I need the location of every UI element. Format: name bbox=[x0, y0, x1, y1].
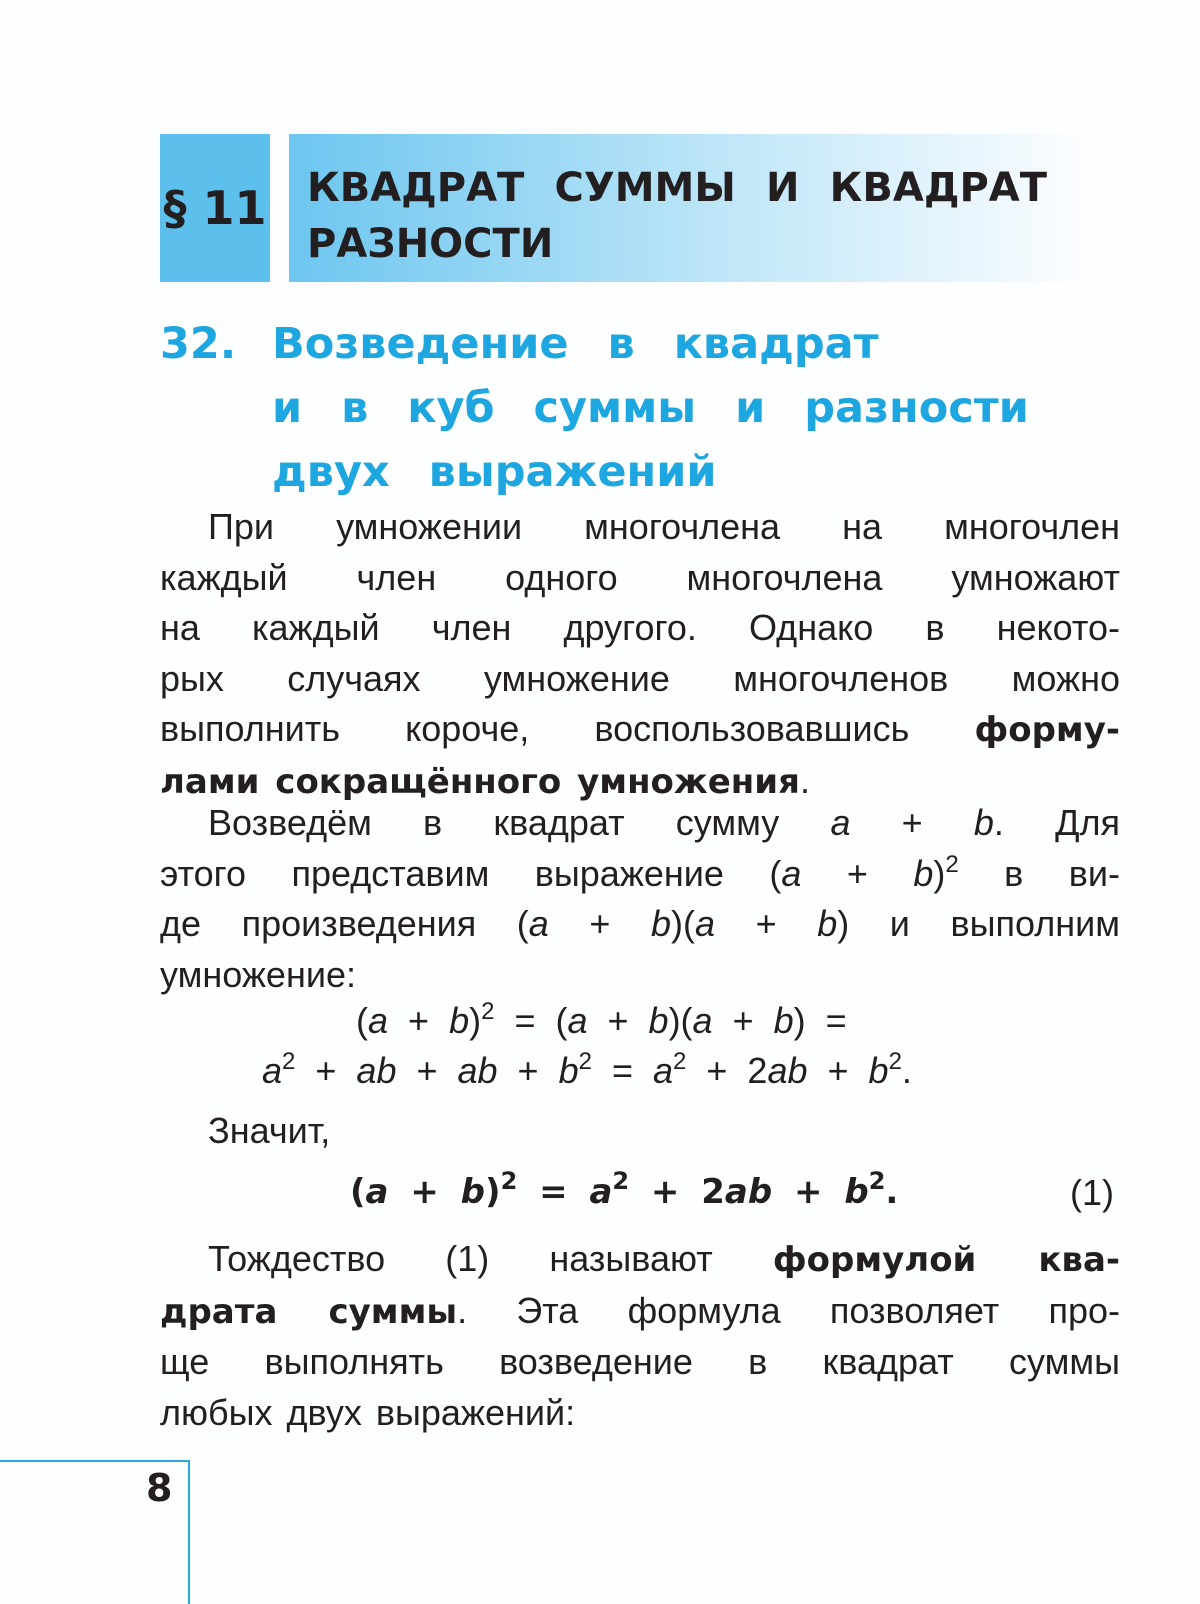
text-line: рых случаях умножение многочленов можно bbox=[160, 657, 1120, 699]
text-line: Тождество (1) называют формулой ква- bbox=[208, 1238, 1120, 1280]
square-of-sum-formula: $(a + b)^2 = a^2 + 2ab + b^2$. bbox=[350, 1167, 899, 1212]
text-line: лами сокращённого умножения. bbox=[160, 759, 810, 802]
subsection-title-line: двух выражений bbox=[272, 447, 717, 497]
text-line: любых двух выражений: bbox=[160, 1391, 576, 1433]
text-line: этого представим выражение $(a + b)^2$ в ви- bbox=[160, 850, 1120, 894]
paragraph-identity bbox=[160, 1234, 1120, 1438]
equation-line-1: $(a + b)^2 = (a + b)(a + b)$ = bbox=[356, 998, 847, 1041]
text-line: де произведения (a + b)(a + b) и выполним bbox=[160, 903, 1120, 944]
section-title: КВАДРАТ СУММЫ И КВАДРАТ РАЗНОСТИ bbox=[307, 165, 1047, 267]
paragraph-square-sum bbox=[160, 798, 1120, 1000]
subsection-number: 32. bbox=[160, 319, 237, 369]
term-bold: формулой ква- bbox=[772, 1240, 1120, 1280]
section-number: § 11 bbox=[163, 181, 267, 235]
text-line: каждый член одного многочлена умножают bbox=[160, 556, 1120, 598]
subsection-title bbox=[272, 312, 1050, 504]
paragraph-intro bbox=[160, 502, 1120, 807]
term-bold: форму- bbox=[974, 710, 1120, 750]
text-line: ще выполнять возведение в квадрат суммы bbox=[160, 1341, 1120, 1382]
formula-number: (1) bbox=[1070, 1172, 1114, 1213]
equation-line-2: $a^2$ + ab + ab + $b^2 = a^2 + 2ab + b^2$. bbox=[262, 1048, 912, 1091]
term-bold: лами сокращённого умножения bbox=[160, 761, 800, 802]
text-line: драта суммы. Эта формула позволяет про- bbox=[160, 1289, 1120, 1332]
text-line: При умножении многочлена на многочлен bbox=[208, 506, 1120, 547]
text-line: выполнить короче, воспользовавшись форму- bbox=[160, 708, 1120, 750]
text-line: Значит, bbox=[208, 1110, 331, 1151]
text-line: на каждый член другого. Однако в некото- bbox=[160, 607, 1120, 648]
subsection-title-line: Возведение в квадрат bbox=[272, 319, 879, 369]
paragraph-conclusion bbox=[160, 1106, 1120, 1157]
text-line: Возведём в квадрат сумму a + b. Для bbox=[208, 802, 1120, 843]
text-line: умножение: bbox=[160, 953, 356, 995]
subsection-title-line: и в куб суммы и разности bbox=[272, 383, 1029, 433]
page-number: 8 bbox=[146, 1466, 173, 1510]
section-number-badge bbox=[160, 134, 270, 282]
term-bold: драта суммы bbox=[160, 1291, 458, 1332]
